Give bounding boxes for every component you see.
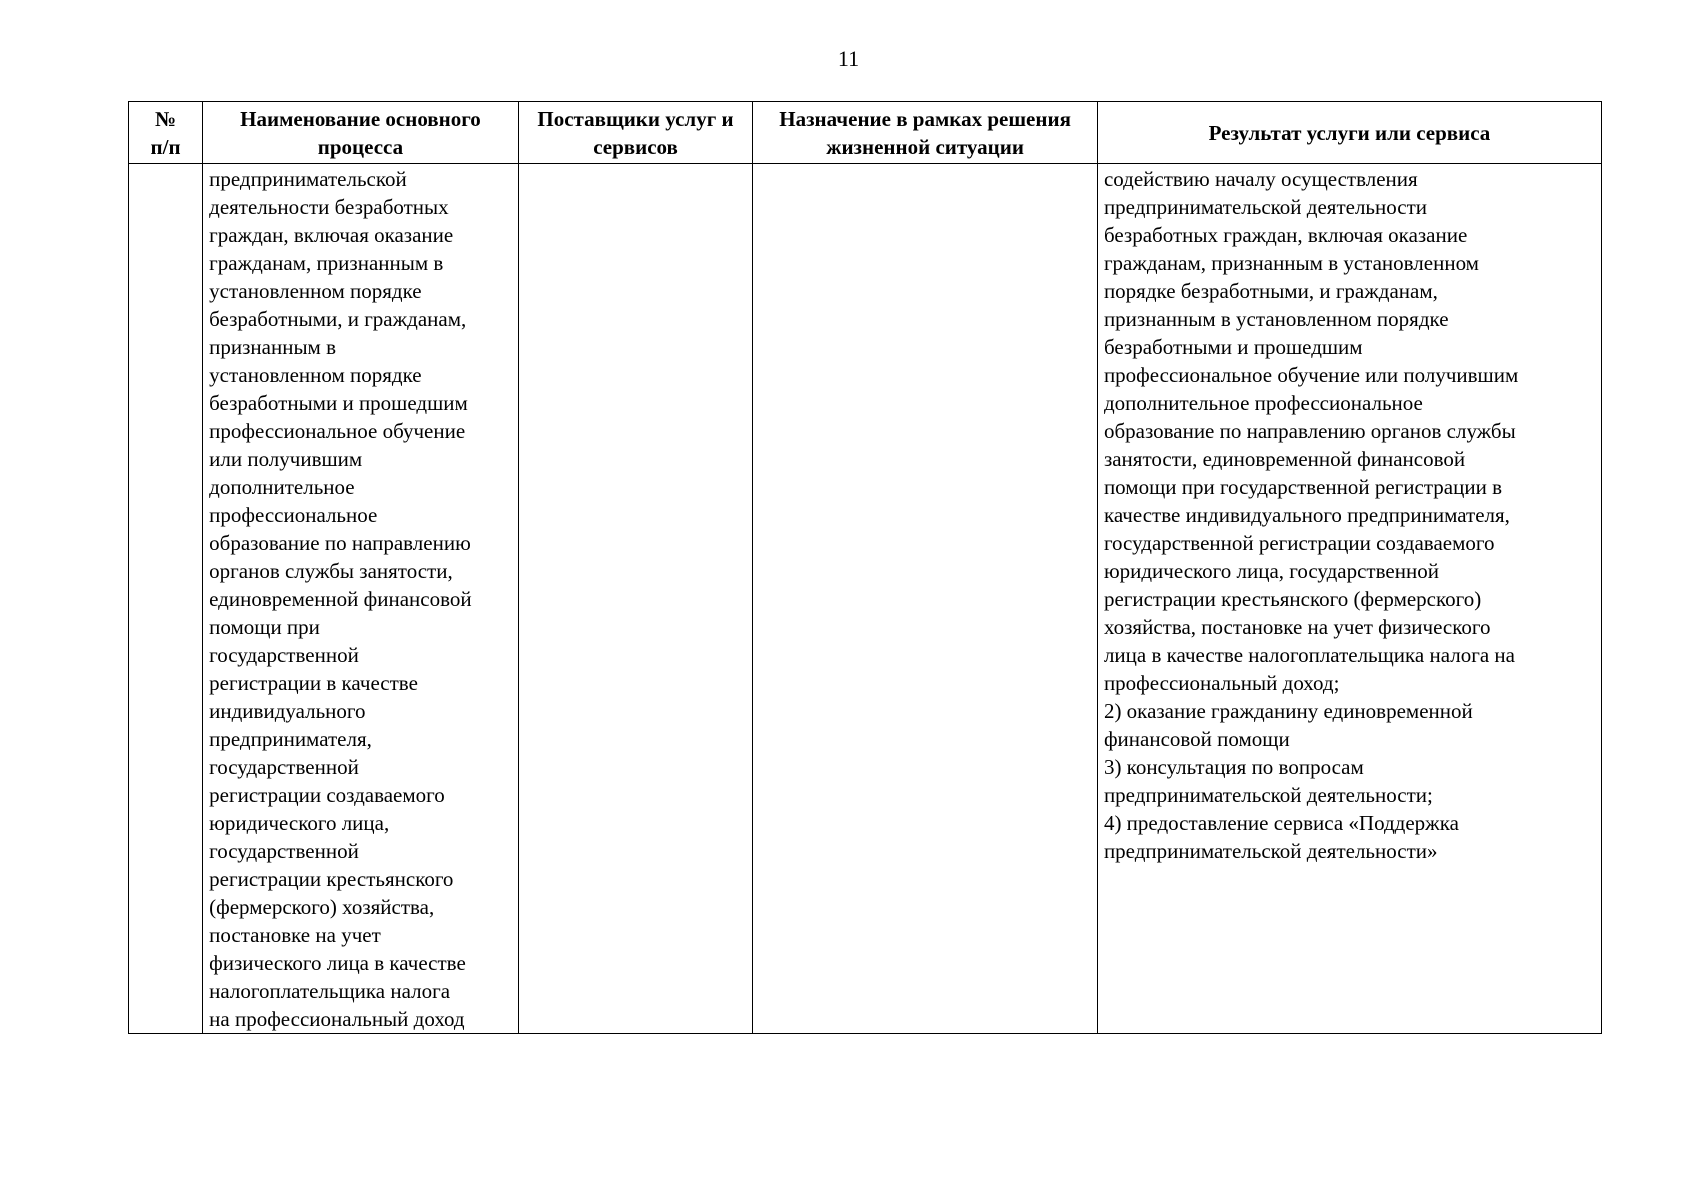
header-providers: Поставщики услуг и сервисов [518,102,752,164]
cell-result: содействию началу осуществления предпринимательской деятельности безработных граждан, включая оказание гражданам, признанным в установленном порядке безработными, и гражданам, признанным в установленном порядке безработными и прошедшим профессиональное обучение или получившим дополнительное профессиональное образование по направлению органов службы занятости, единовременной финансовой помощи при государственной регистрации в качестве индивидуального предпринимателя, государственной регистрации создаваемого юридического лица, государственной регистрации крестьянского (фермерского) хозяйства, постановке на учет физического лица в качестве налогоплательщика налога на профессиональный доход; 2) оказание гражданину единовременной финансовой помощи 3) консультация по вопросам предпринимательской деятельности; 4) предоставление сервиса «Поддержка предпринимательской деятельности» [1097,164,1601,1034]
header-process-name: Наименование основного процесса [203,102,519,164]
header-row [129,102,1602,164]
cell-num [129,164,203,1034]
table-header [129,102,1602,164]
header-num: № п/п [129,102,203,164]
page-number: 11 [837,46,860,71]
services-table [128,101,1602,1034]
table-row [129,164,1602,1034]
cell-providers [518,164,752,1034]
cell-process-name: предпринимательской деятельности безработных граждан, включая оказание гражданам, признанным в установленном порядке безработными, и гражданам, признанным в установленном порядке безработными и прошедшим профессиональное обучение или получившим дополнительное профессиональное образование по направлению органов службы занятости, единовременной финансовой помощи при государственной регистрации в качестве индивидуального предпринимателя, государственной регистрации создаваемого юридического лица, государственной регистрации крестьянского (фермерского) хозяйства, постановке на учет физического лица в качестве налогоплательщика налога на профессиональный доход [203,164,519,1034]
cell-purpose [753,164,1098,1034]
header-purpose: Назначение в рамках решения жизненной ситуации [753,102,1098,164]
header-result: Результат услуги или сервиса [1097,102,1601,164]
table-body [129,164,1602,1034]
